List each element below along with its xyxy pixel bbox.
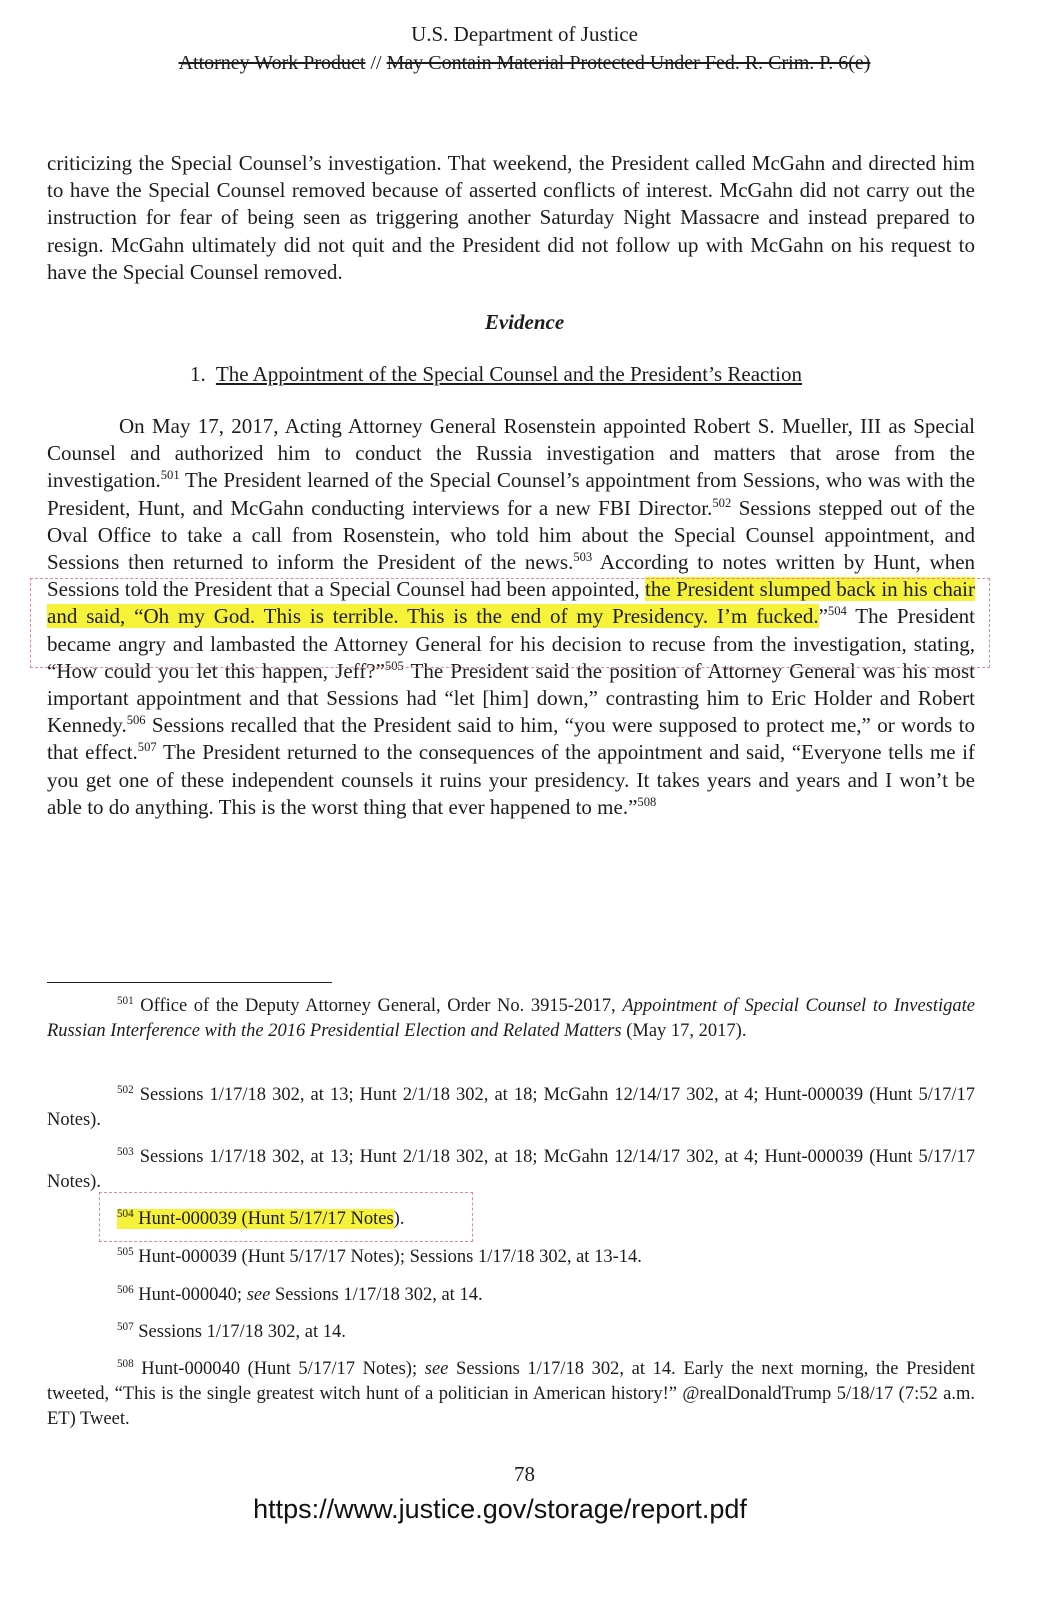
order-title: Appointment of Special Counsel to Investigate Russian Interference with the 2016 Presidential Election and Related Matters bbox=[47, 996, 975, 1041]
footnote-503 bbox=[47, 1145, 975, 1195]
text-run: Sessions 1/17/18 302, at 14. Early the next morning, the President tweeted, “This is the single greatest witch hunt of a politician in American history!” @realDonaldTrump 5/18/17 (7:52 a.m. ET) Tweet. bbox=[47, 1359, 976, 1429]
page-number: 78 bbox=[514, 1462, 535, 1486]
text-run: The President said the position of Attorney General was his most important appointment and that Sessions had “let [him] down,” contrasting him to Eric Holder and Robert Kennedy. bbox=[47, 658, 975, 738]
text-run: ). bbox=[393, 1209, 405, 1229]
header-agency: U.S. Department of Justice bbox=[411, 22, 638, 46]
footnote-number: 502 bbox=[117, 1083, 134, 1096]
source-url[interactable]: https://www.justice.gov/storage/report.pdf bbox=[253, 1494, 747, 1524]
footnote-508 bbox=[47, 1357, 975, 1432]
signal-see: see bbox=[424, 1359, 449, 1379]
text-run: The President became angry and lambasted the Attorney General for his decision to recuse from the investigation, stating, “How could you let this happen, Jeff?” bbox=[47, 604, 975, 683]
footnote-504 bbox=[47, 1207, 975, 1232]
footnote-ref-505[interactable]: 505 bbox=[384, 658, 404, 673]
text-run: (May 17, 2017). bbox=[621, 1021, 747, 1041]
footnote-number: 506 bbox=[117, 1283, 134, 1296]
text-run: Sessions 1/17/18 302, at 14. bbox=[270, 1285, 483, 1305]
footnote-number: 503 bbox=[117, 1145, 134, 1158]
text-run: Sessions stepped out of the Oval Office to take a call from Rosenstein, who told him about the Special Counsel appointment, and Sessions then returned to inform the President of the news. bbox=[47, 495, 975, 575]
text-run: According to notes written by Hunt, when Sessions told the President that a Special Counsel had been appointed, bbox=[47, 550, 976, 602]
paragraph-appointment bbox=[47, 413, 975, 821]
footnote-number: 508 bbox=[117, 1357, 134, 1370]
highlighted-citation bbox=[117, 1209, 394, 1229]
footnote-506 bbox=[47, 1283, 975, 1308]
highlighted-quote: the President slumped back in his chair and said, “Oh my God. This is terrible. This is the end of my Presidency. I’m fucked. bbox=[47, 577, 975, 629]
text-run: Hunt-000039 (Hunt 5/17/17 Notes); Sessions 1/17/18 302, at 13-14. bbox=[133, 1247, 642, 1267]
text-run: Sessions recalled that the President said to him, “you were supposed to protect me,” or words to that effect. bbox=[47, 713, 975, 765]
footnote-505 bbox=[47, 1245, 975, 1270]
grand-jury-marking: May Contain Material Protected Under Fed. R. Crim. P. 6(e) bbox=[386, 52, 871, 74]
subheading bbox=[190, 362, 802, 387]
subheading-title: The Appointment of the Special Counsel and the President’s Reaction bbox=[215, 362, 803, 386]
paragraph-intro: criticizing the Special Counsel’s investigation. That weekend, the President called McGahn and directed him to have the Special Counsel removed because of asserted conflicts of interest. McGahn did not carry out the instruction for fear of being seen as triggering another Saturday Night Massacre and instead prepared to resign. McGahn ultimately did not quit and the President did not follow up with McGahn on his request to have the Special Counsel removed. bbox=[47, 151, 975, 284]
footnote-ref-504[interactable]: 504 bbox=[827, 604, 847, 619]
footnote-number: 501 bbox=[117, 994, 134, 1007]
header-markings bbox=[0, 52, 1049, 75]
footnote-ref-501[interactable]: 501 bbox=[160, 468, 180, 483]
work-product-marking: Attorney Work Product bbox=[178, 52, 366, 74]
text-run: Hunt-000039 (Hunt 5/17/17 Notes bbox=[133, 1209, 394, 1229]
text-run: ” bbox=[818, 604, 828, 629]
signal-see: see bbox=[246, 1285, 271, 1305]
text-run: Sessions 1/17/18 302, at 14. bbox=[133, 1322, 346, 1342]
footnote-501 bbox=[47, 994, 975, 1044]
footnote-ref-508[interactable]: 508 bbox=[637, 794, 657, 809]
text-run: Sessions 1/17/18 302, at 13; Hunt 2/1/18 302, at 18; McGahn 12/14/17 302, at 4; Hunt-000039 (Hunt 5/17/17 Notes). bbox=[47, 1085, 975, 1130]
text-run: The President returned to the consequences of the appointment and said, “Everyone tells me if you get one of these independent counsels it ruins your presidency. It takes years and years and I won’t be able to do anything. This is the worst thing that ever happened to me.” bbox=[47, 740, 975, 819]
footnote-507 bbox=[47, 1320, 975, 1345]
text-run: Sessions 1/17/18 302, at 13; Hunt 2/1/18 302, at 18; McGahn 12/14/17 302, at 4; Hunt-000039 (Hunt 5/17/17 Notes). bbox=[47, 1147, 975, 1192]
text-run: Hunt-000040; bbox=[133, 1285, 247, 1305]
text-run: The President learned of the Special Counsel’s appointment from Sessions, who was with the President, Hunt, and McGahn conducting interviews for a new FBI Director. bbox=[47, 468, 975, 520]
footnote-ref-503[interactable]: 503 bbox=[573, 549, 593, 564]
footnote-502 bbox=[47, 1083, 975, 1133]
text-run: On May 17, 2017, Acting Attorney General Rosenstein appointed Robert S. Mueller, III as Special Counsel and authorized him to conduct the Russia investigation and matters that arose from the investigation. bbox=[47, 414, 975, 493]
text-run: Office of the Deputy Attorney General, Order No. 3915-2017, bbox=[133, 996, 623, 1016]
text-run: Hunt-000040 (Hunt 5/17/17 Notes); bbox=[133, 1359, 425, 1379]
footnote-ref-502[interactable]: 502 bbox=[712, 495, 732, 510]
footnote-number: 504 bbox=[117, 1207, 134, 1220]
footnote-divider bbox=[47, 982, 332, 983]
footnote-ref-506[interactable]: 506 bbox=[126, 713, 146, 728]
header-separator: // bbox=[370, 52, 382, 74]
footnote-number: 505 bbox=[117, 1245, 134, 1258]
footnote-number: 507 bbox=[117, 1320, 134, 1333]
subheading-number: 1. bbox=[190, 362, 206, 386]
section-title: Evidence bbox=[484, 310, 565, 334]
footnote-ref-507[interactable]: 507 bbox=[137, 740, 157, 755]
